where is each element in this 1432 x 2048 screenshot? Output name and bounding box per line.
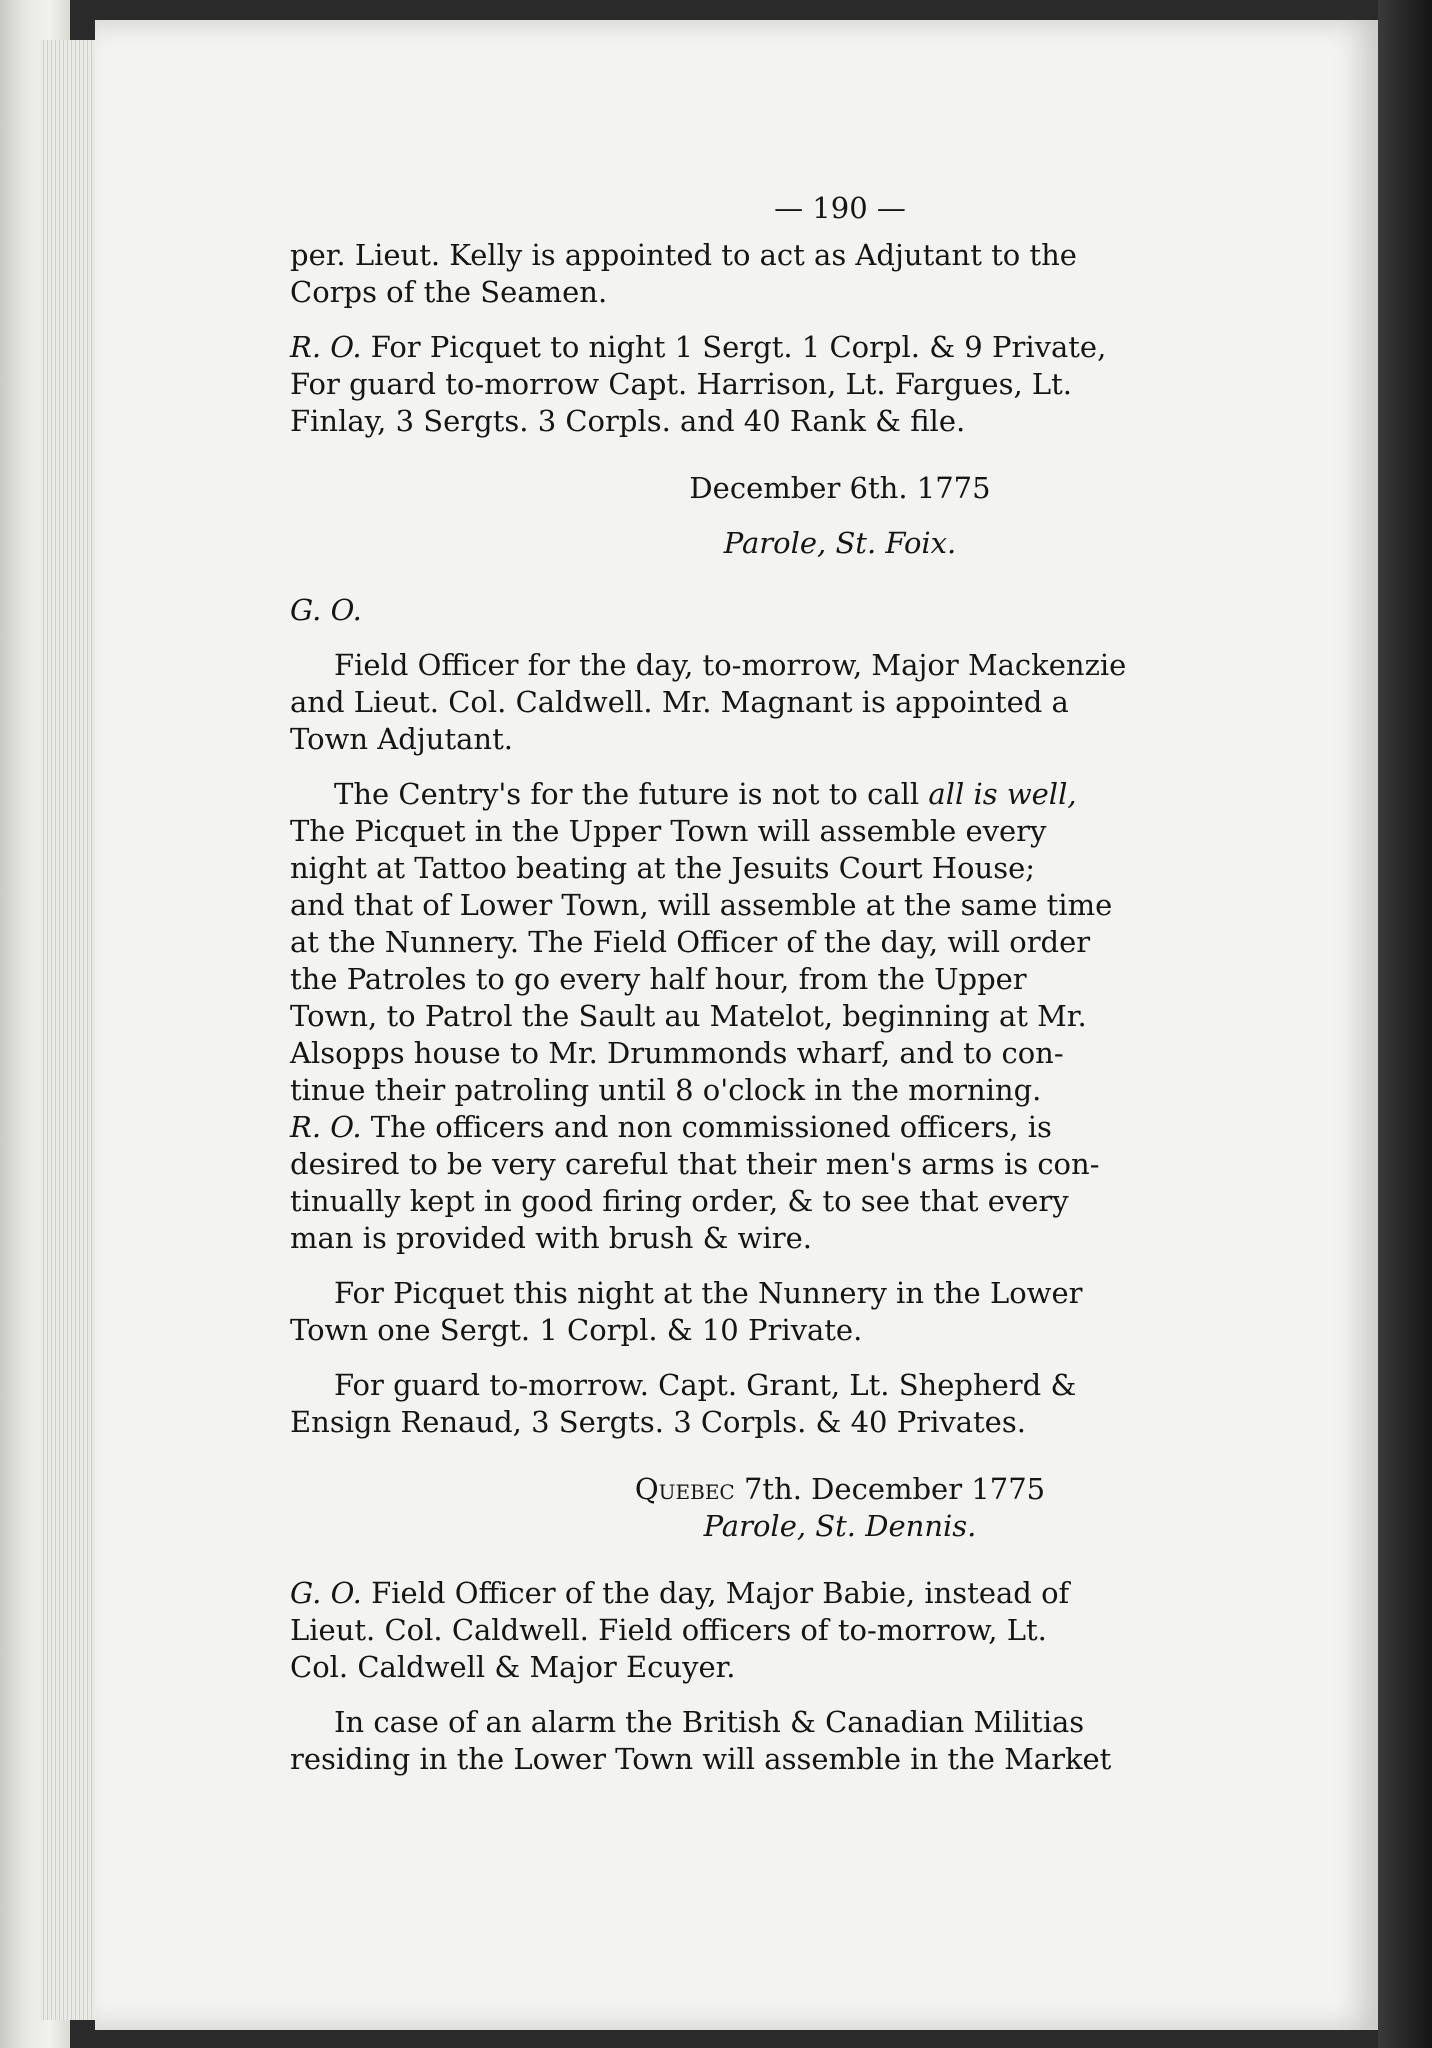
text-line: Field Officer of the day, Major Babie, instead of xyxy=(371,1576,1070,1610)
text-line: For Picquet to night 1 Sergt. 1 Corpl. & 9 Private, xyxy=(370,330,1107,364)
date-heading: December 6th. 1775 xyxy=(689,471,991,505)
paragraph-guard xyxy=(290,1367,1270,1441)
date-heading xyxy=(290,1471,1270,1508)
date-text: 7th. December 1775 xyxy=(743,1472,1046,1506)
emphasis-text: all is well, xyxy=(928,777,1077,811)
text-line: and Lieut. Col. Caldwell. Mr. Magnant is appointed a xyxy=(290,685,1069,719)
text-line: Town, to Patrol the Sault au Matelot, beginning at Mr. xyxy=(290,999,1087,1033)
text-line: and that of Lower Town, will assemble at the same time xyxy=(290,888,1113,922)
text-line: Corps of the Seamen. xyxy=(290,275,608,309)
text-line: Field Officer for the day, to-morrow, Major Mackenzie xyxy=(334,648,1127,682)
text-line: residing in the Lower Town will assemble in the Market xyxy=(290,1742,1112,1776)
order-label: G. O. xyxy=(290,1576,362,1610)
text-line: The Picquet in the Upper Town will assemble every xyxy=(290,814,1047,848)
text-line: Town Adjutant. xyxy=(290,722,513,756)
parole-heading: Parole, St. Foix. xyxy=(723,526,957,560)
text-line: In case of an alarm the British & Canadian Militias xyxy=(334,1705,1085,1739)
text-line: Finlay, 3 Sergts. 3 Corpls. and 40 Rank & file. xyxy=(290,404,966,438)
book-gutter-right xyxy=(1378,0,1432,2048)
text-line: the Patroles to go every half hour, from the Upper xyxy=(290,962,1027,996)
paragraph-centry xyxy=(290,776,1270,1109)
order-label: G. O. xyxy=(290,593,362,627)
place-name: Quebec xyxy=(634,1472,735,1506)
text-line: Alsopps house to Mr. Drummonds wharf, and to con- xyxy=(290,1036,1064,1070)
text-line: For Picquet this night at the Nunnery in the Lower xyxy=(334,1276,1083,1310)
paragraph-regimental-order-2 xyxy=(290,1109,1270,1257)
text-line: For guard to-morrow Capt. Harrison, Lt. Fargues, Lt. xyxy=(290,367,1073,401)
order-label: R. O. xyxy=(290,330,362,364)
text-line: per. Lieut. Kelly is appointed to act as Adjutant to the xyxy=(290,238,1077,272)
paragraph-seamen xyxy=(290,237,1270,311)
text-line: night at Tattoo beating at the Jesuits Court House; xyxy=(290,851,1036,885)
text-line: Ensign Renaud, 3 Sergts. 3 Corpls. & 40 Privates. xyxy=(290,1405,1026,1439)
text-line: man is provided with brush & wire. xyxy=(290,1221,813,1255)
parole-heading: Parole, St. Dennis. xyxy=(703,1509,977,1543)
paragraph-picquet xyxy=(290,1275,1270,1349)
page-number: — 190 — xyxy=(774,191,906,225)
page-stack-edges xyxy=(40,40,100,2020)
text-line: at the Nunnery. The Field Officer of the day, will order xyxy=(290,925,1091,959)
text-line: tinue their patroling until 8 o'clock in the morning. xyxy=(290,1073,1042,1107)
order-label: R. O. xyxy=(290,1110,362,1144)
paragraph-general-order-2 xyxy=(290,1575,1270,1686)
page-text xyxy=(290,190,1270,1778)
paragraph-field-officer xyxy=(290,647,1270,758)
paragraph-alarm xyxy=(290,1704,1270,1778)
text-line: desired to be very careful that their men's arms is con- xyxy=(290,1147,1100,1181)
text-line: The Centry's for the future is not to call xyxy=(334,777,929,811)
text-line: tinually kept in good firing order, & to see that every xyxy=(290,1184,1069,1218)
text-line: Lieut. Col. Caldwell. Field officers of to-morrow, Lt. xyxy=(290,1613,1047,1647)
paragraph-regimental-order-1 xyxy=(290,329,1270,440)
text-line: Col. Caldwell & Major Ecuyer. xyxy=(290,1650,736,1684)
text-line: Town one Sergt. 1 Corpl. & 10 Private. xyxy=(290,1313,863,1347)
text-line: For guard to-morrow. Capt. Grant, Lt. Shepherd & xyxy=(334,1368,1077,1402)
text-line: The officers and non commissioned officers, is xyxy=(370,1110,1052,1144)
